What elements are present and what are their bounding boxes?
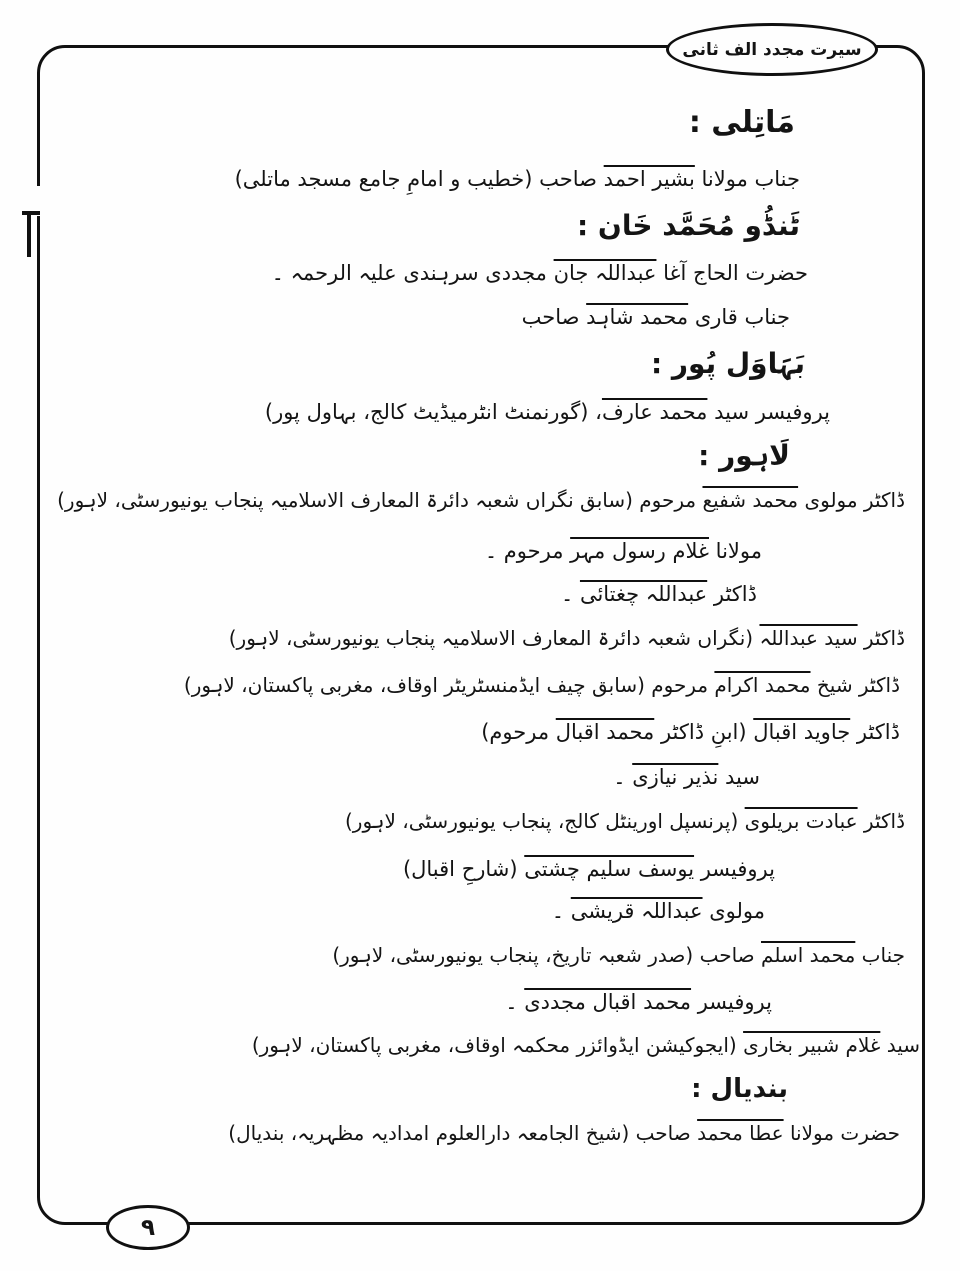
entry-dr-muhammad-shafi — [57, 488, 905, 513]
text-run: مولوی — [702, 899, 765, 923]
page-number-oval — [106, 1205, 190, 1250]
entry-dr-syed-abdullah — [229, 626, 905, 651]
text-run: ڈاکٹر شیخ — [810, 673, 900, 697]
entry-ghulam-shabbir-bukhari — [252, 1033, 920, 1058]
entry-dr-sheikh-muhammad-ikram — [184, 673, 900, 698]
name-overlined: غلام شبیر بخاری — [743, 1033, 881, 1057]
text-run: مجددی سرہندی علیہ الرحمہ ۔ — [271, 261, 554, 285]
entry-dr-javed-iqbal — [481, 719, 900, 745]
text-run: ۔ — [560, 582, 580, 606]
text-run: مرحوم (سابق چیف ایڈمنسٹریٹر اوقاف، مغربی پاکستان، لاہور) — [183, 673, 715, 697]
header-title-cartouche — [666, 23, 878, 76]
text-run: صاحب (صدر شعبہ تاریخ، پنجاب یونیورسٹی، لاہور) — [332, 943, 762, 967]
text-run: صاحب — [521, 305, 587, 329]
entry-bashir-ahmad — [235, 166, 800, 192]
book-title: سیرت مجدد الف ثانی — [682, 39, 862, 60]
name-overlined: محمد شفیع — [702, 488, 799, 512]
entry-maulana-ata-muhammad — [228, 1121, 900, 1146]
section-heading-bahawalpur — [651, 346, 805, 381]
text-run: مرحوم ۔ — [484, 539, 571, 563]
text-run: سید — [718, 765, 760, 789]
name-overlined: محمد عارف — [601, 400, 708, 424]
name-overlined: نذیر نیازی — [632, 765, 719, 789]
text-run: بَہَاوَل پُور : — [650, 347, 805, 380]
text-run: ، (گورنمنٹ انٹرمیڈیٹ کالج، بہاول پور) — [264, 400, 602, 424]
text-run: سید — [880, 1033, 920, 1057]
name-overlined: محمد اقبال مجددی — [524, 990, 692, 1014]
entry-dr-ebadat-barelvi — [345, 809, 905, 834]
name-overlined: عبداللہ قریشی — [570, 899, 703, 923]
text-run: صاحب (شیخ الجامعہ دارالعلوم امدادیہ مظہریہ، بندیال) — [228, 1121, 698, 1145]
name-overlined: محمد اقبال — [555, 720, 655, 744]
name-overlined: یوسف سلیم چشتی — [524, 857, 695, 881]
section-heading-tando-muhammad-khan — [577, 208, 800, 243]
name-overlined: محمد اکرام — [714, 673, 811, 697]
section-heading-matli — [689, 104, 795, 142]
text-run: حضرت مولانا — [783, 1121, 900, 1145]
text-run: ڈاکٹر — [857, 626, 905, 650]
entry-qari-muhammad-shahid — [522, 304, 790, 330]
text-run: جناب قاری — [688, 305, 790, 329]
border-break-mark — [22, 211, 40, 215]
page-number: ۹ — [140, 1214, 156, 1241]
text-run: مرحوم) — [481, 720, 556, 744]
name-overlined: بشیر احمد — [603, 167, 695, 191]
entry-muhammad-iqbal-mujaddidi — [505, 989, 772, 1015]
text-run: ڈاکٹر — [850, 720, 900, 744]
text-run: پروفیسر — [691, 990, 772, 1014]
text-run: ڈاکٹر مولوی — [798, 488, 905, 512]
name-overlined: محمد اسلم — [761, 943, 856, 967]
entry-syed-muhammad-arif — [265, 399, 830, 425]
name-overlined: سید عبداللہ — [759, 626, 858, 650]
entry-dr-abdullah-chaghatai — [561, 581, 757, 607]
entry-syed-nazir-niazi — [613, 764, 760, 790]
name-overlined: عطا محمد — [697, 1121, 784, 1145]
text-run: ۔ — [613, 765, 633, 789]
text-run: جناب — [855, 943, 905, 967]
text-run: بندیال : — [691, 1074, 788, 1104]
name-overlined: عبادت بریلوی — [744, 809, 858, 833]
text-run: مولانا — [709, 539, 762, 563]
text-run: ۔ — [505, 990, 525, 1014]
entry-agha-abdullah-jan — [272, 260, 808, 286]
text-run: جناب مولانا — [694, 167, 800, 191]
text-run: پروفیسر سید — [707, 400, 830, 424]
text-run: ۔ — [551, 899, 571, 923]
text-run: ڈاکٹر — [707, 582, 757, 606]
text-run: ٹَنڈُو مُحَمَّد خَان : — [576, 209, 800, 242]
text-run: مرحوم (سابق نگراں شعبہ دائرۃ المعارف الاسلامیہ پنجاب یونیورسٹی، لاہور) — [57, 488, 703, 512]
entry-yusuf-salim-chishti — [403, 856, 775, 882]
name-overlined: عبداللہ جان — [553, 261, 657, 285]
text-run: ڈاکٹر — [857, 809, 905, 833]
text-run: مَاتِلی : — [688, 105, 795, 140]
text-run: پروفیسر — [694, 857, 775, 881]
name-overlined: عبداللہ چغتائی — [579, 582, 708, 606]
text-run: (ابنِ ڈاکٹر — [654, 720, 754, 744]
entry-muhammad-aslam — [332, 943, 905, 968]
entry-maulvi-abdullah-qureshi — [552, 898, 765, 924]
border-break-mark — [27, 213, 31, 257]
entry-ghulam-rasul-mehr — [485, 538, 762, 564]
text-run: (شارحِ اقبال) — [402, 857, 525, 881]
name-overlined: جاوید اقبال — [753, 720, 851, 744]
section-heading-lahore — [698, 438, 790, 473]
section-heading-bandial — [691, 1073, 788, 1106]
name-overlined: محمد شاہد — [586, 305, 689, 329]
text-run: (پرنسپل اورینٹل کالج، پنجاب یونیورسٹی، لاہور) — [345, 809, 745, 833]
text-run: صاحب (خطیب و امامِ جامع مسجد ماتلی) — [234, 167, 604, 191]
name-overlined: غلام رسول مہر — [570, 539, 709, 563]
text-run: (ایجوکیشن ایڈوائزر محکمہ اوقاف، مغربی پاکستان، لاہور) — [251, 1033, 744, 1057]
text-run: حضرت الحاج آغا — [656, 261, 808, 285]
text-run: (نگراں شعبہ دائرۃ المعارف الاسلامیہ پنجاب یونیورسٹی، لاہور) — [228, 626, 760, 650]
text-run: لَاہور : — [698, 439, 790, 472]
